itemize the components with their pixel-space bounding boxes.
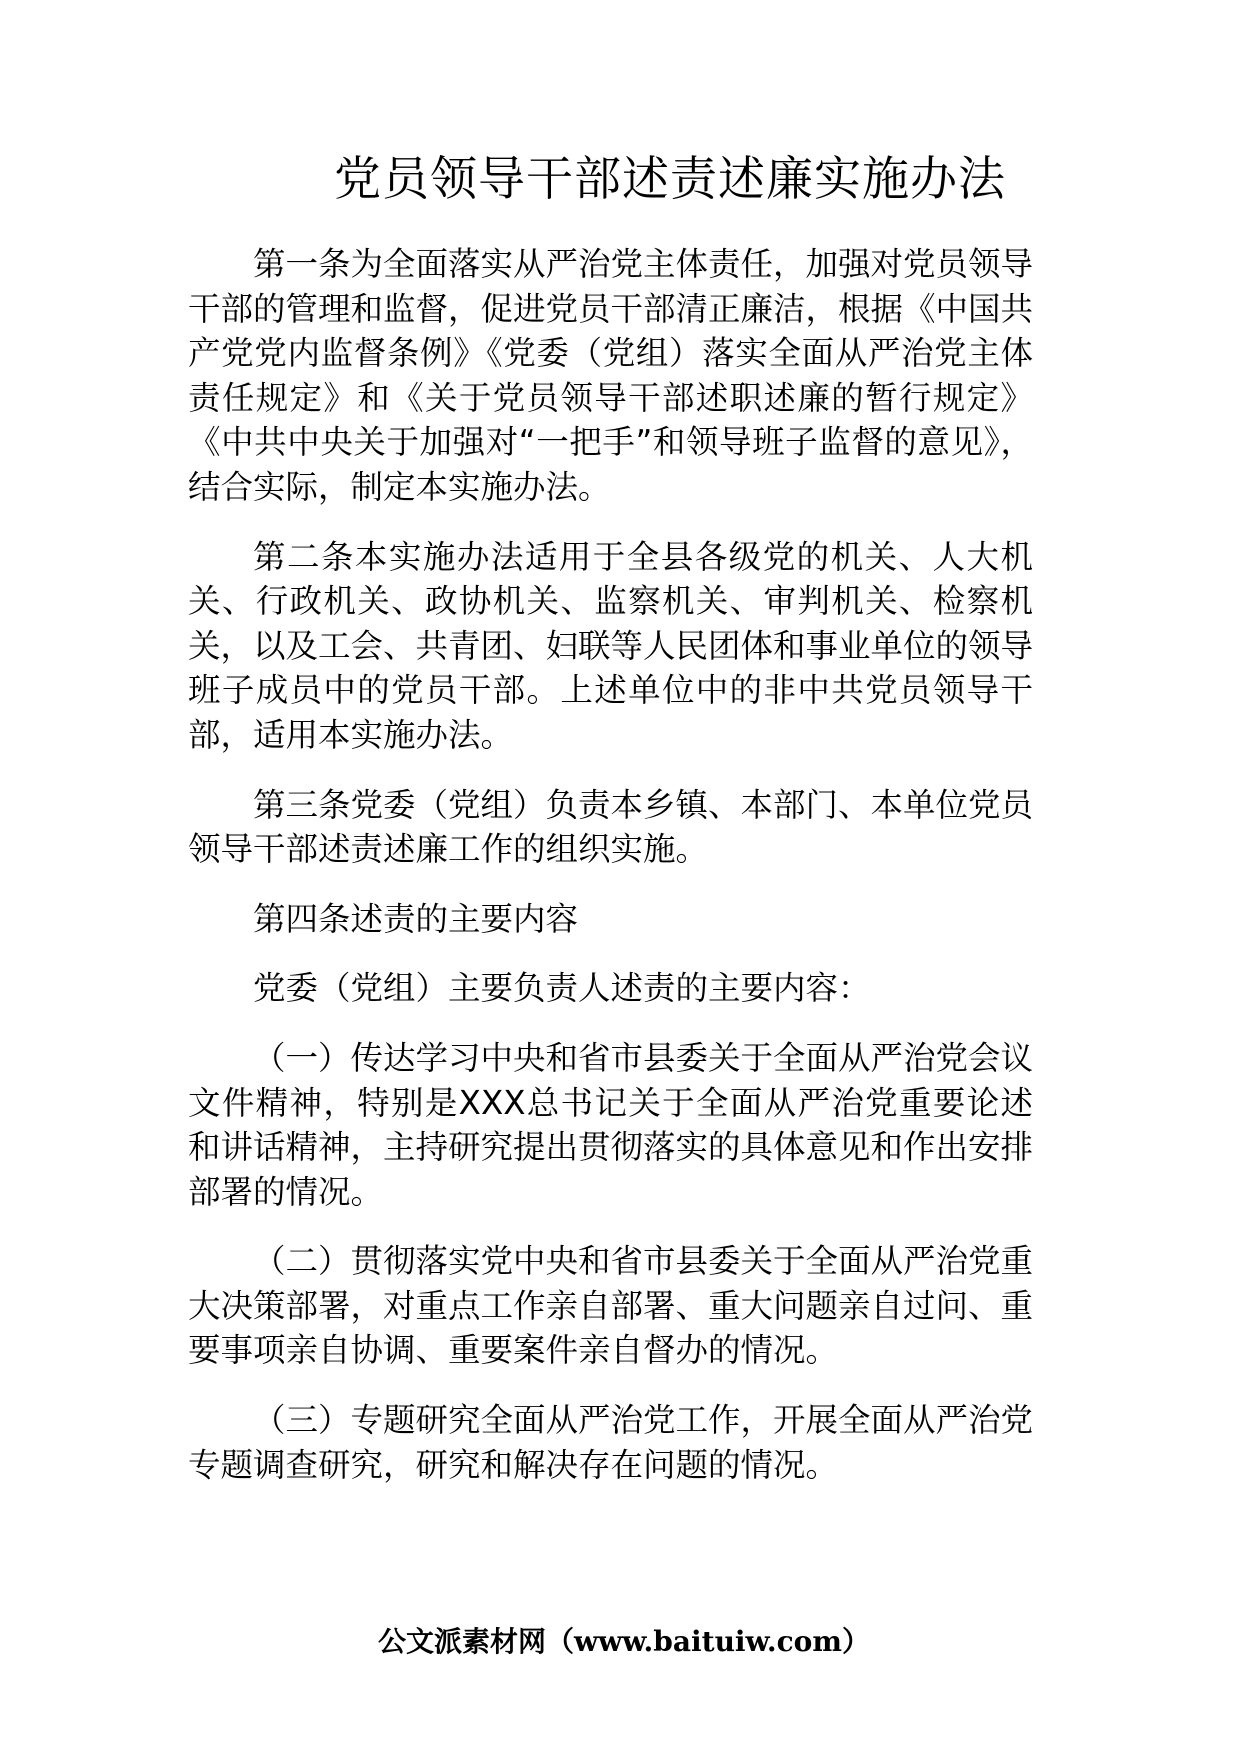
paragraph-article-3: 第三条党委（党组）负责本乡镇、本部门、本单位党员领导干部述责述廉工作的组织实施。 <box>188 785 1034 869</box>
paragraph-article-4-heading: 第四条述责的主要内容 <box>253 899 579 938</box>
paragraph-item-1: （一）传达学习中央和省市县委关于全面从严治党会议文件精神，特别是XXX总书记关于全面从严治党重要论述和讲话精神，主持研究提出贯彻落实的具体意见和作出安排部署的情况。 <box>188 1038 1034 1211</box>
paragraph-article-1: 第一条为全面落实从严治党主体责任，加强对党员领导干部的管理和监督，促进党员干部清正廉洁，根据《中国共产党党内监督条例》《党委（党组）落实全面从严治党主体责任规定》和《关于党员领导干部述职述廉的暂行规定》《中共中央关于加强对“一把手”和领导班子监督的意见》，结合实际，制定本实施办法。 <box>188 245 1034 506</box>
document-body <box>188 242 1033 1512</box>
footer-source: 公文派素材网（www.baituiw.com） <box>378 1625 870 1658</box>
paragraph-lead-in: 党委（党组）主要负责人述责的主要内容： <box>253 969 871 1008</box>
paragraph-item-3: （三）专题研究全面从严治党工作，开展全面从严治党专题调查研究，研究和解决存在问题的情况。 <box>188 1401 1034 1484</box>
document-title: 党员领导干部述责述廉实施办法 <box>334 152 1006 207</box>
paragraph-article-2: 第二条本实施办法适用于全县各级党的机关、人大机关、行政机关、政协机关、监察机关、审判机关、检察机关，以及工会、共青团、妇联等人民团体和事业单位的领导班子成员中的党员干部。上述单位中的非中共党员领导干部，适用本实施办法。 <box>188 537 1034 754</box>
paragraph-item-2: （二）贯彻落实党中央和省市县委关于全面从严治党重大决策部署，对重点工作亲自部署、重大问题亲自过问、重要事项亲自协调、重要案件亲自督办的情况。 <box>188 1242 1034 1370</box>
